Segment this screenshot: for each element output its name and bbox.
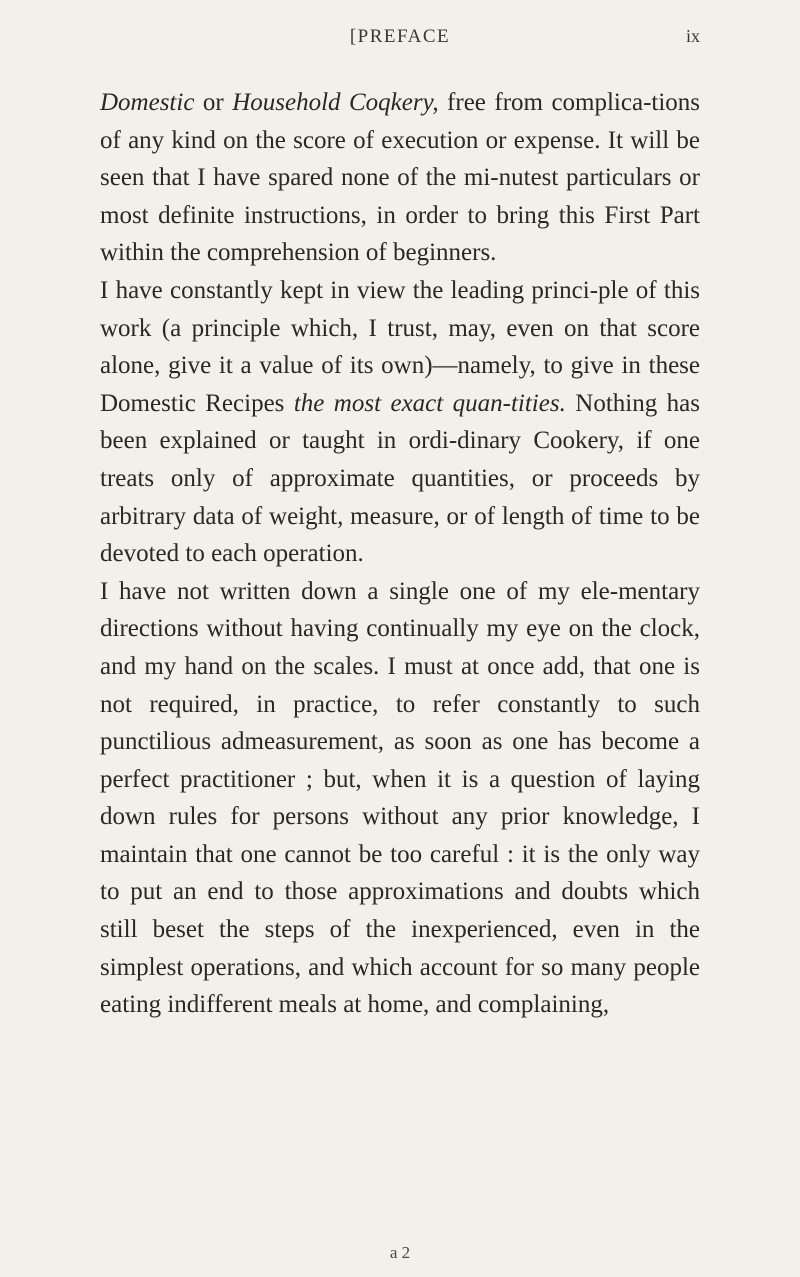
paragraph-1-part-3: Household Coqkery, — [232, 89, 439, 116]
paragraph-2 — [100, 272, 700, 573]
paragraph-1-part-4: free from complica-tions of any kind on the score of execution or expense. It will be seen that I have spared none of the mi-nutest particulars or most definite instructions, in order to bring this First Part within the comprehension of beginners. — [100, 89, 701, 267]
paragraph-3-part-1: I have not written down a single one of my ele-mentary directions without having continually my eye on the clock, and my hand on the scales. I must at once add, that one is not required, in practice, to refer constantly to such punctilious admeasurement, as soon as one has become a perfect practitioner ; but, when it is a question of laying down rules for persons without any prior knowledge, I maintain that one cannot be too careful : it is the only way to put an end to those approximations and doubts which still beset the steps of the inexperienced, even in the simplest operations, and which account for so many people eating indifferent meals at home, and complaining, — [100, 577, 700, 1019]
running-head — [100, 0, 700, 56]
paragraph-1-part-1: Domestic — [100, 89, 195, 116]
page-number: ix — [685, 26, 700, 46]
body-text — [100, 84, 700, 1024]
paragraph-1 — [100, 84, 700, 272]
paragraph-2-part-2: the most exact quan-tities. — [293, 389, 566, 417]
paragraph-2-part-3: Nothing has been explained or taught in ordi-dinary Cookery, if one treats only of approximate quantities, or proceeds by arbitrary data of weight, measure, or of length of time to be devoted to each operation. — [100, 389, 700, 568]
signature-mark: a 2 — [389, 1243, 411, 1262]
paragraph-1-part-2: or — [194, 89, 233, 116]
paragraph-2-part-1: I have constantly kept in view the leading princi-ple of this work (a principle which, I trust, may, even on that score alone, give it a value of its own)—namely, to give in these Domestic Recipes — [100, 276, 700, 417]
running-title: [PREFACE — [349, 26, 451, 47]
paragraph-3 — [100, 573, 700, 1024]
